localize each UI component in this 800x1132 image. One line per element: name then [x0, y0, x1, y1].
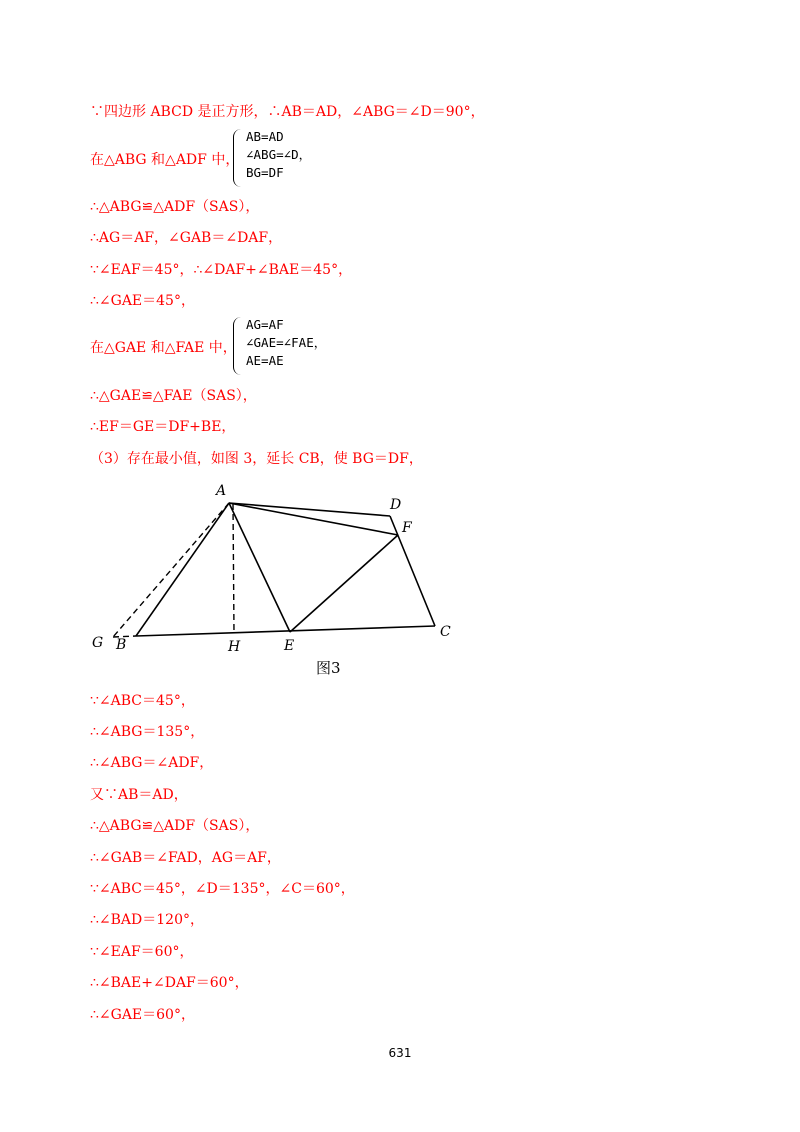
solution-line: ∵四边形 ABCD 是正方形，∴AB＝AD，∠ABG＝∠D＝90°，	[90, 104, 485, 120]
solution-line: ∴∠GAB＝∠FAD，AG＝AF，	[90, 850, 281, 866]
solution-line: ∵∠EAF＝45°，∴∠DAF+∠BAE＝45°，	[90, 262, 353, 278]
label-B: B	[116, 637, 127, 653]
solution-line: ∴∠BAD＝120°，	[90, 912, 204, 928]
solution-line: ∴∠GAE＝45°，	[90, 293, 195, 309]
equation-system-1	[246, 128, 311, 182]
solution-line: ∴∠ABG＝135°，	[90, 724, 205, 740]
segment-EF	[290, 535, 398, 632]
segment-AE	[229, 503, 290, 632]
label-D: D	[390, 497, 402, 513]
figure-caption: 图3	[316, 659, 341, 677]
segment-AB	[136, 503, 229, 636]
solution-line: ∵∠ABC＝45°，	[90, 693, 195, 709]
solution-line: ∴EF＝GE＝DF+BE，	[90, 419, 236, 435]
solution-line: 在△GAE 和△FAE 中，	[90, 340, 237, 356]
solution-line: ∵∠EAF＝60°，	[90, 944, 194, 960]
system-row: AB=AD	[246, 129, 284, 144]
solution-line: （3）存在最小值，如图 3，延长 CB，使 BG＝DF，	[90, 451, 423, 467]
geometry-figure-3	[80, 476, 480, 686]
page-number: 631	[388, 1046, 412, 1060]
system-brace	[233, 129, 241, 187]
segment-AF	[229, 503, 398, 535]
label-F: F	[402, 520, 412, 536]
segment-AD	[229, 503, 390, 516]
segment-AG-dashed	[113, 503, 229, 637]
segment-BC	[136, 626, 435, 636]
solution-line: ∴△GAE≌△FAE（SAS），	[90, 388, 257, 404]
segment-DC	[390, 516, 435, 626]
system-row: ∠ABG=∠D，	[246, 147, 312, 162]
system-brace	[233, 317, 241, 375]
solution-line: 又∵AB＝AD，	[90, 787, 188, 803]
system-row: BG=DF	[246, 165, 284, 180]
solution-line: ∴∠GAE＝60°，	[90, 1007, 195, 1023]
solution-line: ∴△ABG≌△ADF（SAS），	[90, 818, 260, 834]
label-C: C	[440, 624, 451, 640]
solution-line: ∴AG＝AF，∠GAB＝∠DAF，	[90, 230, 283, 246]
segment-AH-dashed	[233, 504, 234, 634]
label-E: E	[284, 638, 295, 654]
solution-line: ∵∠ABC＝45°，∠D＝135°，∠C＝60°，	[90, 881, 355, 897]
label-H: H	[228, 639, 241, 655]
label-G: G	[92, 635, 104, 651]
system-row: AE=AE	[246, 353, 284, 368]
equation-system-2	[246, 316, 326, 370]
solution-line: ∴△ABG≌△ADF（SAS），	[90, 199, 260, 215]
solution-line: 在△ABG 和△ADF 中，	[90, 152, 240, 168]
system-row: AG=AF	[246, 317, 284, 332]
solution-line: ∴∠BAE+∠DAF＝60°，	[90, 975, 249, 991]
system-row: ∠GAE=∠FAE，	[246, 335, 327, 350]
label-A: A	[216, 483, 227, 499]
solution-line: ∴∠ABG＝∠ADF，	[90, 755, 214, 771]
